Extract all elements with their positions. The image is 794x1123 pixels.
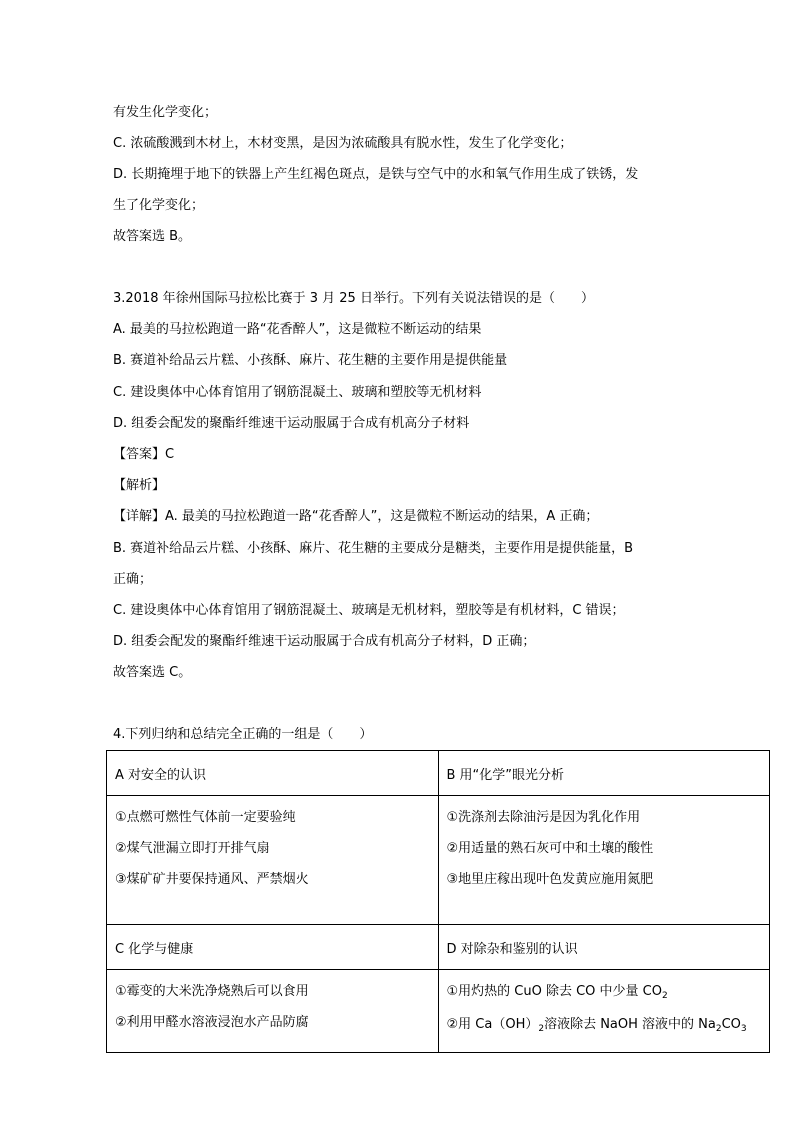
a-item-2: ②煤气泄漏立即打开排气扇 [115,841,270,856]
prev-answer-line-4: 生了化学变化； [113,198,205,213]
q3-detail-line-4: C. 建设奥体中心体育馆用了钢筋混凝土、玻璃是无机材料，塑胶等是有机材料，C 错误； [113,603,625,618]
d-item-2 [447,1009,762,1042]
d-item-1-sub: 2 [661,991,668,1001]
q3-stem: 3.2018 年徐州国际马拉松比赛于 3 月 25 日举行。下列有关说法错误的是（ ） [113,291,594,306]
q3-detail-line-5: D. 组委会配发的聚酯纤维速干运动服属于合成有机高分子材料，D 正确； [113,634,536,649]
d-item-2-sub2: 2 [715,1024,722,1034]
table-row [107,970,770,1053]
cell-d-title: D 对除杂和鉴别的认识 [438,925,770,970]
d-item-2-pre: ②用 Ca（OH） [446,1017,539,1032]
q3-option-c: C. 建设奥体中心体育馆用了钢筋混凝土、玻璃和塑胶等无机材料 [113,385,482,400]
q4-options-table [106,750,770,1053]
prev-answer-line-1: 有发生化学变化； [113,105,218,120]
b-item-3: ③地里庄稼出现叶色发黄应施用氮肥 [446,872,654,887]
q3-option-a: A. 最美的马拉松跑道一路“花香醉人”，这是微粒不断运动的结果 [113,322,482,337]
q3-detail-line-6: 故答案选 C。 [113,665,192,680]
b-item-1: ①洗涤剂去除油污是因为乳化作用 [446,810,641,825]
cell-b-title: B 用“化学”眼光分析 [438,751,770,796]
cell-b-items [438,796,770,925]
d-item-2-mid: 溶液除去 NaOH 溶液中的 Na [544,1017,716,1032]
prev-answer-line-3: D. 长期掩埋于地下的铁器上产生红褐色斑点，是铁与空气中的水和氧气作用生成了铁锈，发 [113,167,639,182]
table-row [107,925,770,970]
c-item-1: ①霉变的大米洗净烧熟后可以食用 [115,984,309,999]
q3-option-d: D. 组委会配发的聚酯纤维速干运动服属于合成有机高分子材料 [113,416,470,431]
q3-answer: 【答案】C [113,447,175,462]
cell-c-items [107,970,439,1053]
d-item-1-text: ①用灼热的 CuO 除去 CO 中少量 CO [446,984,662,999]
cell-c-title: C 化学与健康 [107,925,439,970]
b-item-2: ②用适量的熟石灰可中和土壤的酸性 [446,841,654,856]
a-item-1: ①点燃可燃性气体前一定要验纯 [115,810,296,825]
cell-a-title: A 对安全的认识 [107,751,439,796]
table-row [107,751,770,796]
prev-answer-line-2: C. 浓硫酸溅到木材上，木材变黑，是因为浓硫酸具有脱水性，发生了化学变化； [113,136,573,151]
a-item-3: ③煤矿矿井要保持通风、严禁烟火 [115,872,309,887]
cell-d-items [438,970,770,1053]
table-row [107,796,770,925]
prev-answer-line-5: 故答案选 B。 [113,229,192,244]
c-item-2: ②利用甲醛水溶液浸泡水产品防腐 [115,1015,309,1030]
q3-detail-line-1: 【详解】A. 最美的马拉松跑道一路“花香醉人”，这是微粒不断运动的结果，A 正确； [113,509,599,524]
d-item-2-sub1: 2 [538,1024,545,1034]
cell-a-items [107,796,439,925]
q4-stem: 4.下列归纳和总结完全正确的一组是（ ） [113,727,373,742]
q3-detail-line-3: 正确； [113,572,153,587]
q3-analysis-label: 【解析】 [113,478,166,493]
d-item-2-mid2: CO [721,1017,741,1032]
d-item-2-sub3: 3 [740,1024,747,1034]
q3-option-b: B. 赛道补给品云片糕、小孩酥、麻片、花生糖的主要作用是提供能量 [113,353,508,368]
d-item-1 [447,976,762,1009]
q3-detail-line-2: B. 赛道补给品云片糕、小孩酥、麻片、花生糖的主要成分是糖类，主要作用是提供能量，B [113,541,634,556]
